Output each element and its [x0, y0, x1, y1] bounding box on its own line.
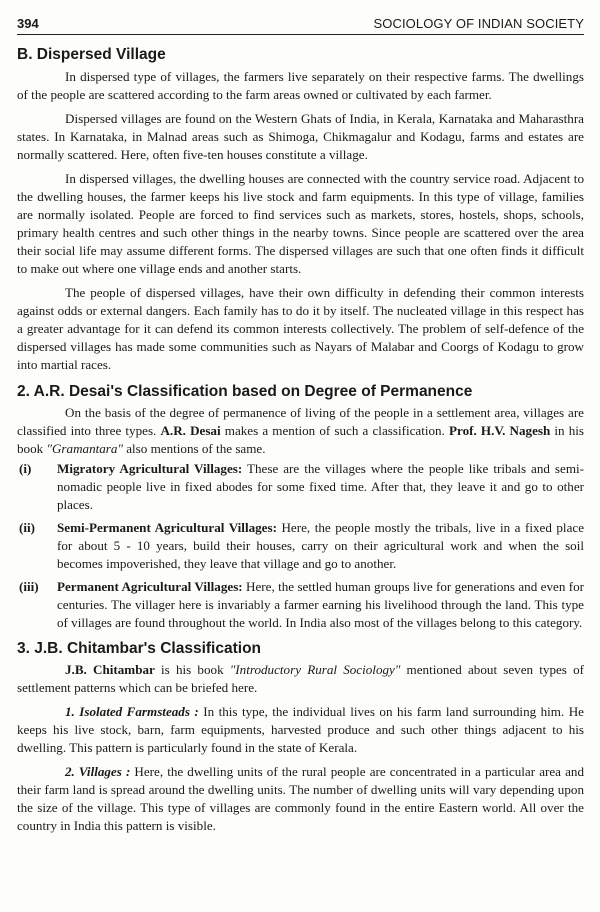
paragraph: In dispersed type of villages, the farmers live separately on their respective farms. The dwellings of the people are scattered according to the farm areas owned or cultivated by each farmer. — [17, 69, 584, 102]
list-term: Permanent Agricultural Villages: — [57, 579, 243, 594]
list-number: (iii) — [19, 579, 39, 594]
heading-desai-classification: 2. A.R. Desai's Classification based on Degree of Permanence — [17, 383, 473, 400]
text-run: in his book — [17, 423, 585, 456]
list-term: Semi-Permanent Agricultural Villages: — [57, 520, 277, 535]
author-name: A.R. Desai — [160, 423, 221, 438]
item-term: 1. Isolated Farmsteads : — [65, 704, 199, 719]
page-number: 394 — [17, 16, 39, 31]
list-number: (ii) — [19, 520, 35, 535]
text-run: is his book — [154, 662, 230, 677]
running-title: SOCIOLOGY OF INDIAN SOCIETY — [373, 16, 584, 31]
book-title: "Gramantara" — [46, 441, 123, 456]
list-text — [57, 460, 584, 514]
author-name: Prof. H.V. Nagesh — [449, 423, 551, 438]
item-term: 2. Villages : — [65, 764, 131, 779]
paragraph: Dispersed villages are found on the Western Ghats of India, in Kerala, Karnataka and Maharasthra states. In Karnataka, in Malnad areas such as Shimoga, Chikmagalur and Kodagu, farms and estates are normally scattered. Here, often five-ten houses constitute a village. — [17, 111, 584, 162]
text-run: These are the villages where the people like tribals and semi-nomadic people live in fixed abodes for some fixed time. After that, they leave it and go to other places. — [57, 461, 585, 512]
text-run: also mentions of the same. — [122, 441, 266, 456]
running-head — [17, 16, 584, 35]
list-text — [57, 578, 584, 632]
heading-chitambar-classification: 3. J.B. Chitambar's Classification — [17, 640, 262, 657]
text-run: Here, the dwelling units of the rural people are concentrated in a particular area and their farm land is spread around the dwelling units. The number of dwelling units will vary depending upon the size of the village. This type of villages are commonly found in the entire Eastern world. All over the country in India this pattern is visible. — [17, 764, 584, 833]
paragraph-desai-intro — [17, 404, 584, 458]
book-title: "Introductory Rural Sociology" — [229, 662, 401, 677]
list-text — [57, 519, 584, 573]
author-name: J.B. Chitambar — [65, 662, 155, 677]
text-run: In this type, the individual lives on his farm land surrounding him. He keeps his live stock, barn, farm equipments, harvested produce and such other things adjacent to his dwelling. This pattern is particularly found in the state of Kerala. — [17, 704, 584, 755]
text-run: Here, the settled human groups live for generations and even for centuries. The villager here is invariably a farmer earning his livelihood through the land. This type of villages are found throughout the world. In India also most of the villages belong to this category. — [57, 579, 584, 630]
text-run: mentioned about seven types of settlement patterns which can be briefed here. — [17, 662, 585, 695]
list-item — [17, 578, 584, 632]
paragraph: In dispersed villages, the dwelling houses are connected with the country service road. Adjacent to the dwelling houses, the farmer keeps his live stock and farm equipments. In this type of village, families are normally isolated. People are forced to find services such as markets, stores, hostels, shops, schools, primary health centres and such other things in the nearby towns. Since people are scattered over the area their social life may assume different forms. The dispersed villages are such that one often finds it difficult to make out where one village ends and another starts. — [17, 171, 584, 276]
paragraph-isolated-farmsteads — [17, 703, 584, 757]
list-number: (i) — [19, 461, 32, 476]
paragraph: The people of dispersed villages, have their own difficulty in defending their common interests against odds or external dangers. Each family has to do it by itself. The nucleated village in this respect has a greater advantage for it can defend its common interests collectively. The problem of self-defence of the dispersed villages has made some communities such as Nayars of Malabar and Coorgs of Kodagu to grow into martial races. — [17, 285, 584, 372]
text-run: On the basis of the degree of permanence of living of the people in a settlement area, villages are classified into three types. — [17, 405, 584, 438]
text-run: Here, the people mostly the tribals, live in a fixed place for about 5 - 10 years, build their houses, carry on their agricultural work and when the soil becomes impoverished, they leave that village and go to another. — [57, 520, 585, 571]
text-run: makes a mention of such a classification. — [220, 423, 449, 438]
list-term: Migratory Agricultural Villages: — [57, 461, 243, 476]
paragraph-villages — [17, 763, 584, 835]
heading-dispersed-village: B. Dispersed Village — [17, 46, 166, 63]
list-item — [17, 519, 584, 573]
paragraph-chitambar-intro — [17, 661, 584, 697]
list-item — [17, 460, 584, 514]
